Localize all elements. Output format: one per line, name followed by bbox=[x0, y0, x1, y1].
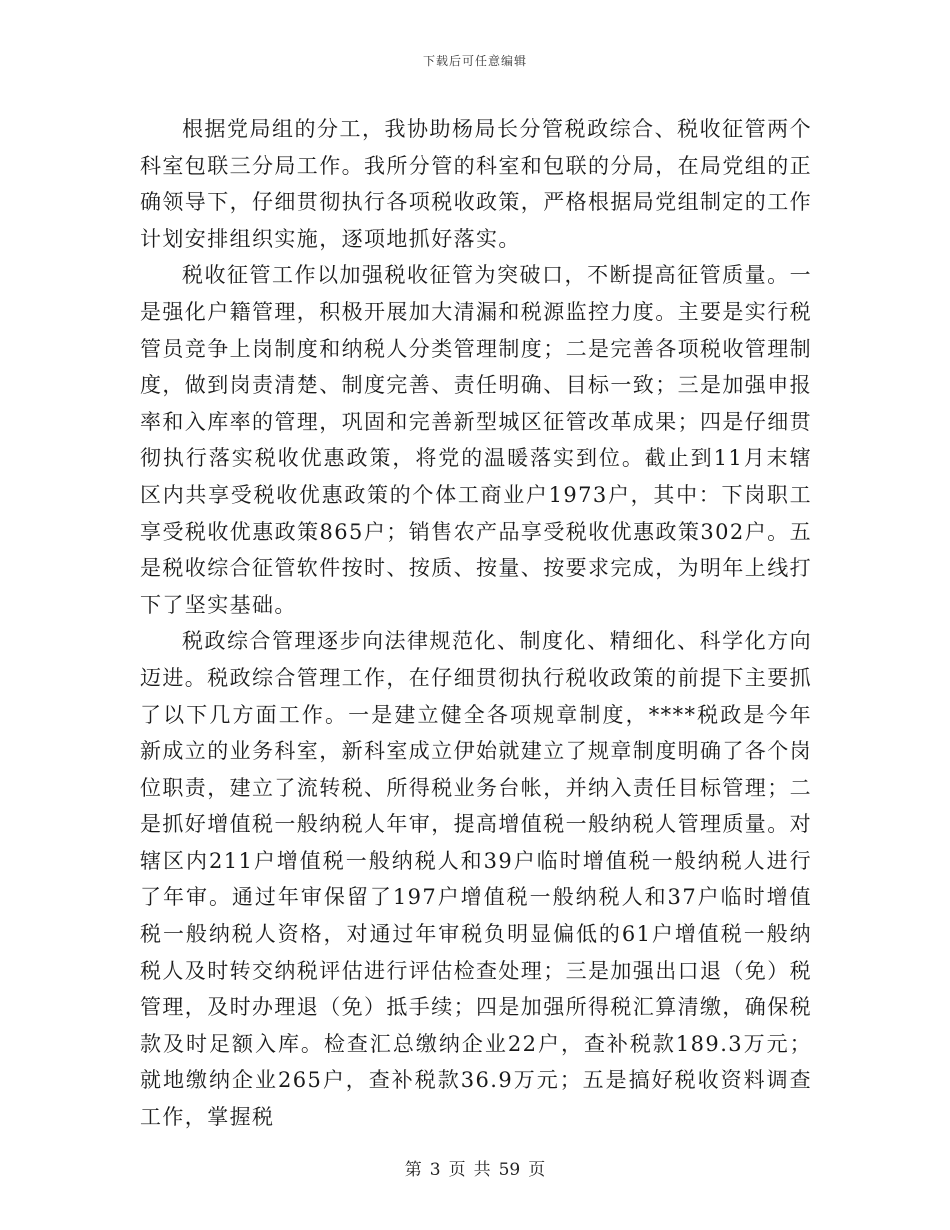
footer-prefix: 第 bbox=[404, 1160, 422, 1180]
paragraph-2: 税收征管工作以加强税收征管为突破口，不断提高征管质量。一是强化户籍管理，积极开展加大清漏和税源监控力度。主要是实行税管员竞争上岗制度和纳税人分类管理制度；二是完善各项税收管理制度，做到岗责清楚、制度完善、责任明确、目标一致；三是加强申报率和入库率的管理，巩固和完善新型城区征管改革成果；四是仔细贯彻执行落实税收优惠政策，将党的温暖落实到位。截止到11月末辖区内共享受税收优惠政策的个体工商业户1973户，其中：下岗职工享受税收优惠政策865户；销售农产品享受税收优惠政策302户。五是税收综合征管软件按时、按质、按量、按要求完成，为明年上线打下了坚实基础。 bbox=[140, 263, 812, 617]
footer-page-word: 页 bbox=[448, 1160, 466, 1180]
page-footer bbox=[0, 1155, 950, 1180]
paragraph-3: 税政综合管理逐步向法律规范化、制度化、精细化、科学化方向迈进。税政综合管理工作，在仔细贯彻执行税收政策的前提下主要抓了以下几方面工作。一是建立健全各项规章制度，****税政是今年新成立的业务科室，新科室成立伊始就建立了规章制度明确了各个岗位职责，建立了流转税、所得税业务台帐，并纳入责任目标管理；二是抓好增值税一般纳税人年审，提高增值税一般纳税人管理质量。对辖区内211户增值税一般纳税人和39户临时增值税一般纳税人进行了年审。通过年审保留了197户增值税一般纳税人和37户临时增值税一般纳税人资格，对通过年审税负明显偏低的61户增值税一般纳税人及时转交纳税评估进行评估检查处理；三是加强出口退（免）税管理，及时办理退（免）抵手续；四是加强所得税汇算清缴，确保税款及时足额入库。检查汇总缴纳企业22户，查补税款189.3万元；就地缴纳企业265户，查补税款36.9万元；五是搞好税收资料调查工作，掌握税 bbox=[140, 629, 812, 1130]
current-page-number: 3 bbox=[429, 1160, 441, 1180]
footer-total-word: 共 bbox=[473, 1160, 491, 1180]
footer-suffix: 页 bbox=[528, 1160, 546, 1180]
total-page-count: 59 bbox=[498, 1160, 521, 1180]
page-header-note: 下载后可任意编辑 bbox=[422, 54, 527, 68]
paragraph-1: 根据党局组的分工，我协助杨局长分管税政综合、税收征管两个科室包联三分局工作。我所分管的科室和包联的分局，在局党组的正确领导下，仔细贯彻执行各项税收政策，严格根据局党组制定的工作计划安排组织实施，逐项地抓好落实。 bbox=[140, 117, 812, 251]
document-body bbox=[140, 111, 812, 1136]
